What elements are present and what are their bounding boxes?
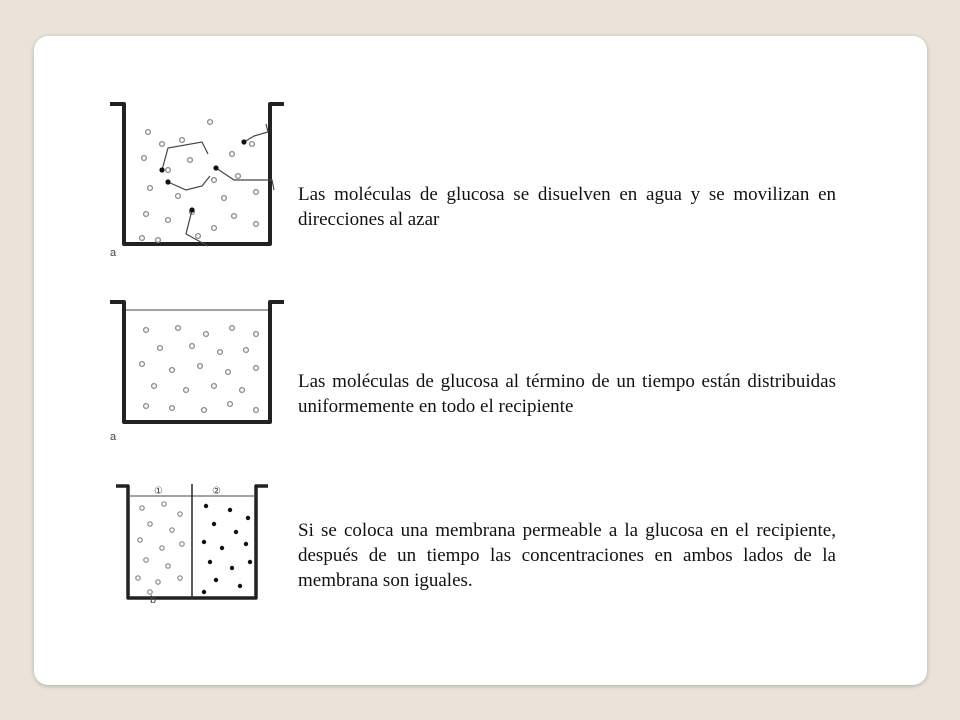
beaker-uniform-distribution-diagram <box>106 298 306 448</box>
beaker-random-motion-diagram <box>106 98 306 260</box>
diagram-label: a <box>110 247 117 259</box>
caption-membrane-equilibrium: Si se coloca una membrana permeable a la glucosa en el recipiente, después de un tiempo las concentraciones en ambos lados de la membrana son iguales. <box>298 520 836 591</box>
compartment-2-molecules <box>202 504 252 594</box>
beaker-outline <box>110 302 284 422</box>
molecule-trajectories <box>162 124 274 246</box>
dissolved-glucose-molecules <box>140 120 259 243</box>
tracked-molecules <box>159 139 246 212</box>
compartment-1-molecules <box>136 502 184 594</box>
diagram-label: a <box>110 431 117 443</box>
caption-uniform-distribution: Las moléculas de glucosa al término de un tiempo están distribuidas uniformemente en todo el recipiente <box>298 371 836 417</box>
diagram-label: b <box>150 594 157 604</box>
compartment-1-label: ① <box>154 486 163 497</box>
compartment-2-label: ② <box>212 486 221 497</box>
uniform-glucose-molecules <box>140 326 259 413</box>
slide <box>34 36 927 685</box>
caption-random-motion: Las moléculas de glucosa se disuelven en agua y se movilizan en direcciones al azar <box>298 184 836 230</box>
beaker-membrane-diagram <box>106 482 306 604</box>
